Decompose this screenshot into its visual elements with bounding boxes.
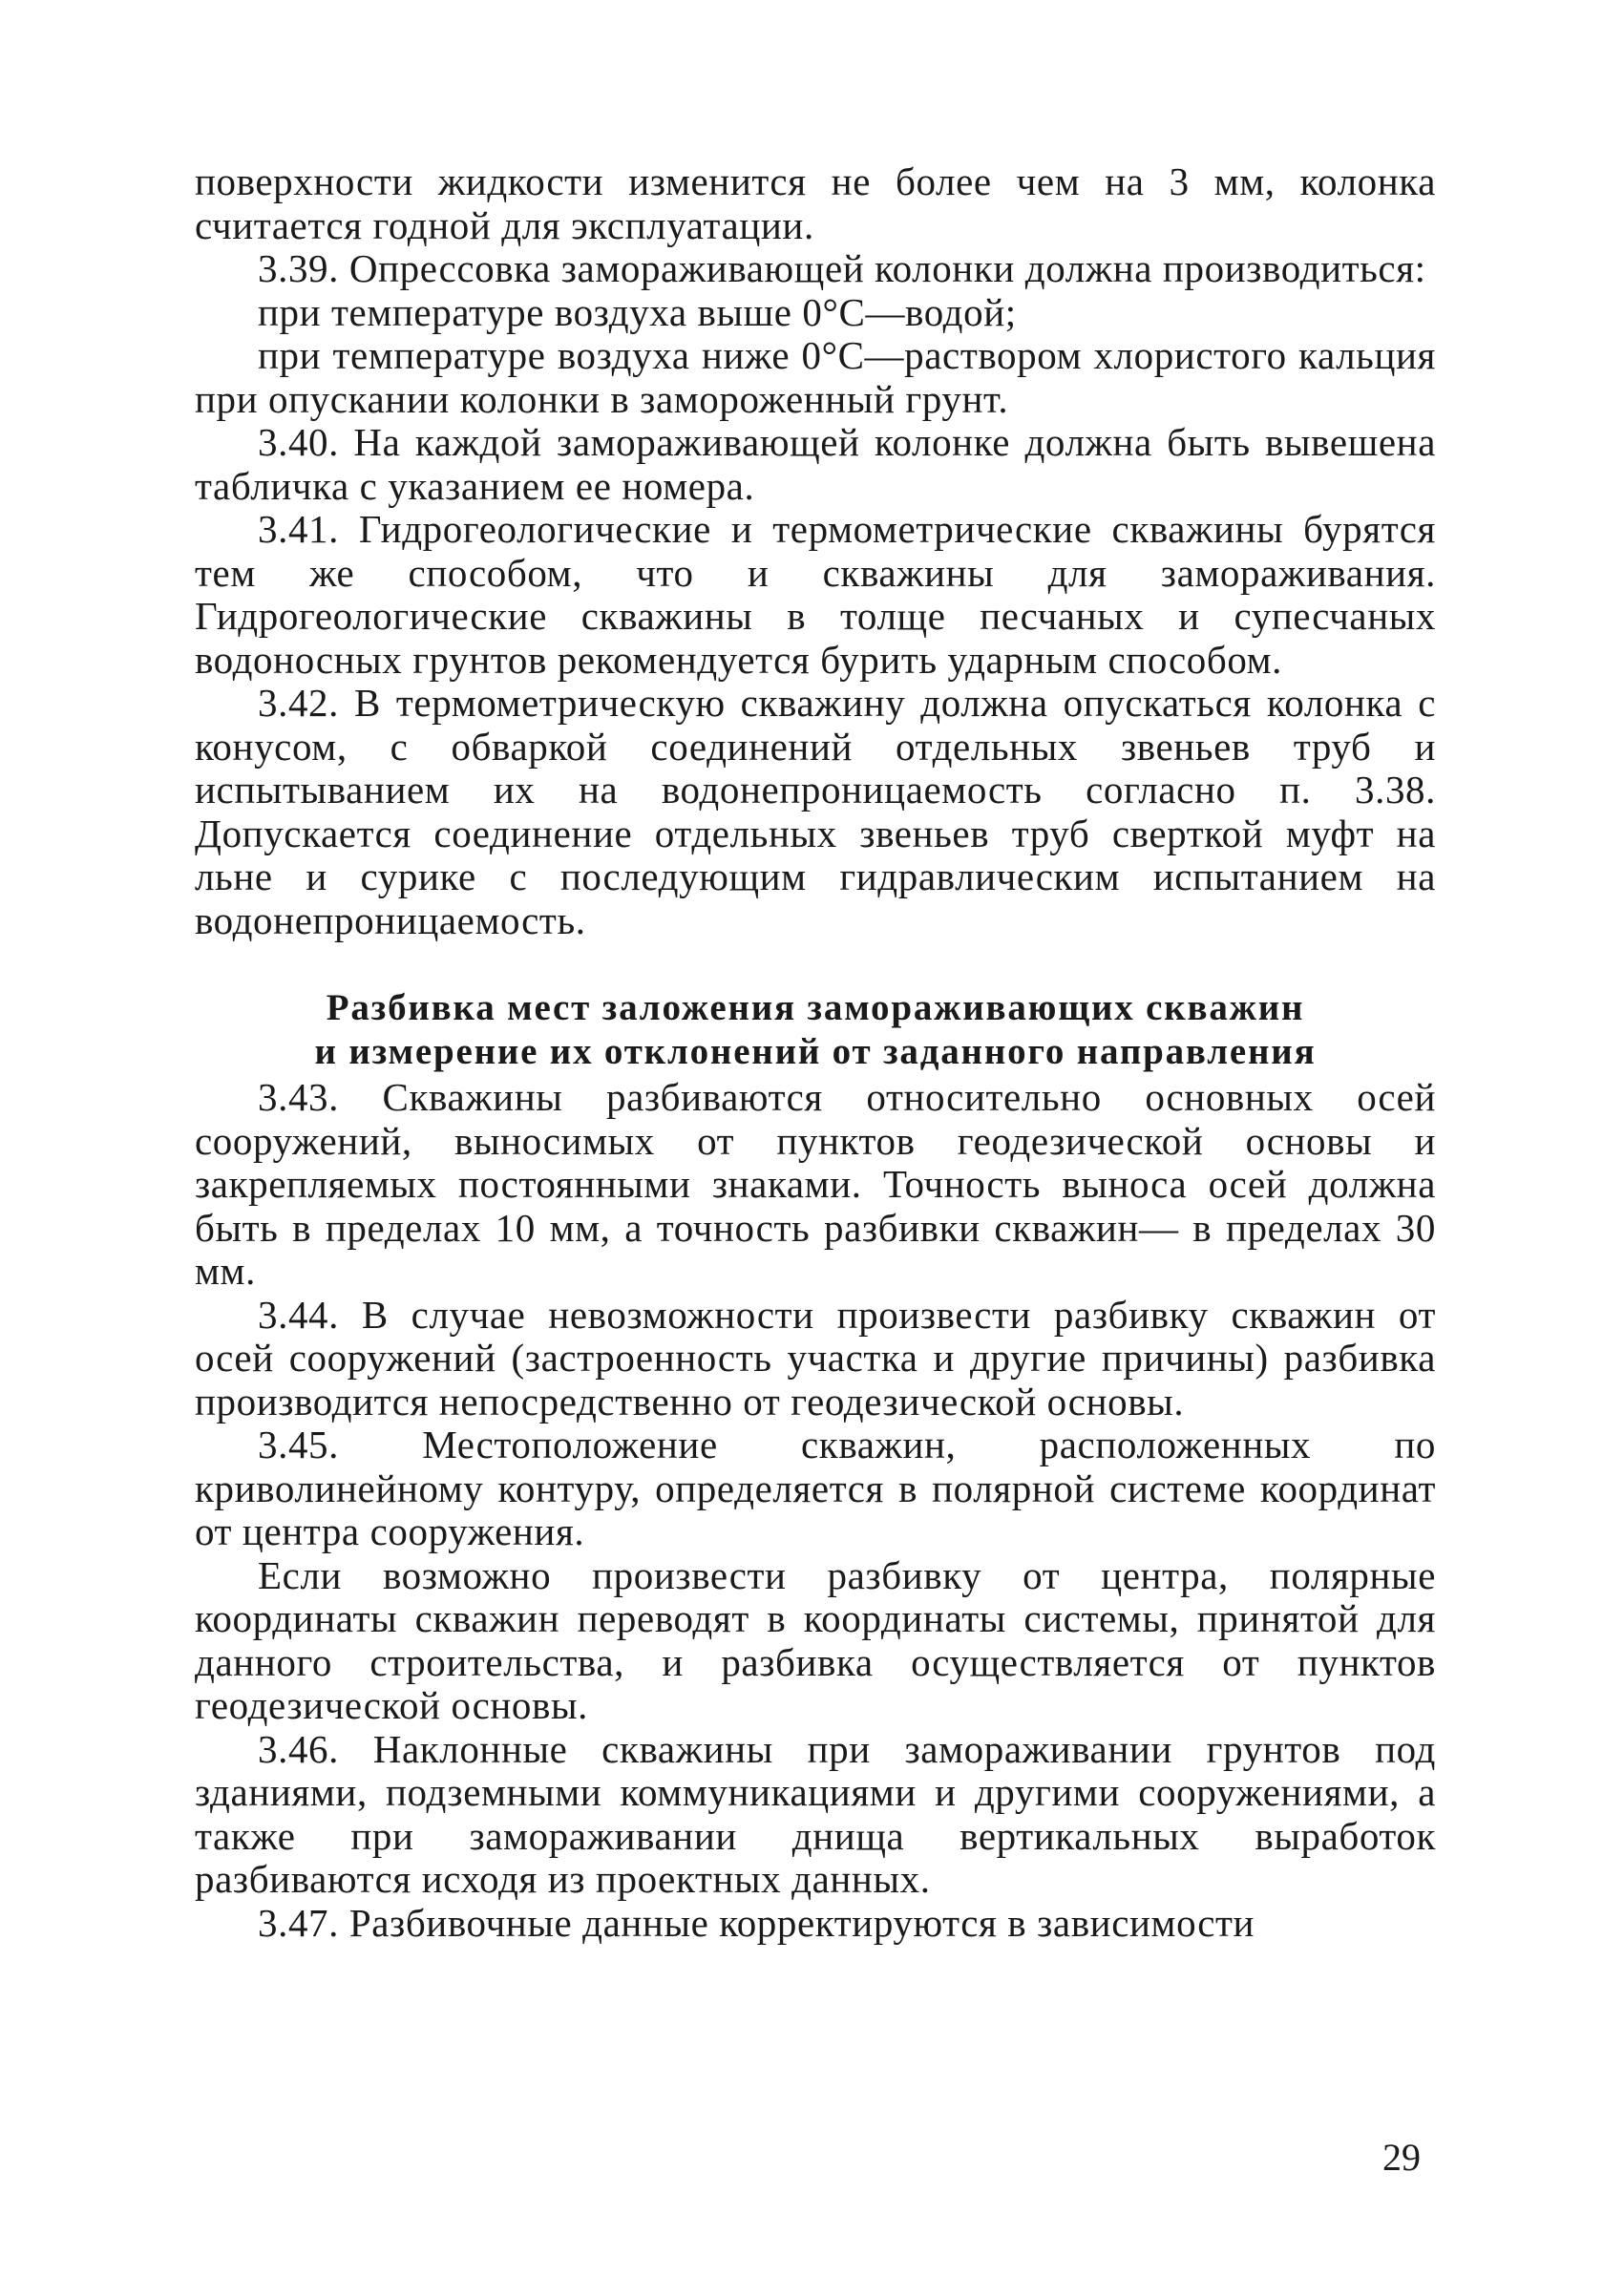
section-heading: [195, 986, 1436, 1074]
page-number: 29: [1382, 2136, 1421, 2179]
paragraph-3-39-item-1: при температуре воздуха выше 0°С—водой;: [258, 289, 1017, 334]
paragraph-3-43: 3.43. Скважины разбиваются относительно основных осей сооружений, выносимых от пунктов геодезической основы и закрепляемых постоянными знаками. Точность выноса осей должна быть в пределах 10 мм, а точность разбивки скважин— в пределах 30 мм.: [195, 1075, 1436, 1293]
paragraph-3-39-item-2: при температуре воздуха ниже 0°С—раствором хлористого кальция при опускании колонки в замороженный грунт.: [195, 333, 1436, 421]
paragraph-3-45-continued: Если возможно произвести разбивку от центра, полярные координаты скважин переводят в координаты системы, принятой для данного строительства, и разбивка осуществляется от пунктов геодезической основы.: [195, 1552, 1436, 1727]
paragraph-3-40: 3.40. На каждой замораживающей колонке должна быть вывешена табличка с указанием ее номера.: [195, 420, 1436, 508]
paragraph-3-45: 3.45. Местоположение скважин, расположенных по криволинейному контуру, определяется в полярной системе координат от центра сооружения.: [195, 1423, 1436, 1553]
paragraph-3-41: 3.41. Гидрогеологические и термометрические скважины бурятся тем же способом, что и скважины для замораживания. Гидрогеологические скважины в толще песчаных и супесчаных водоносных грунтов рекомендуется бурить ударным способом.: [195, 507, 1436, 682]
paragraph-3-44: 3.44. В случае невозможности произвести разбивку скважин от осей сооружений (застроенность участка и другие причины) разбивка производится непосредственно от геодезической основы.: [195, 1292, 1436, 1424]
paragraph-3-42: 3.42. В термометрическую скважину должна опускаться колонка с конусом, с обваркой соединений отдельных звеньев труб и испытыванием их на водонепроницаемость согласно п. 3.38. Допускается соединение отдельных звеньев труб сверткой муфт на льне и сурике с последующим гидравлическим испытанием на водонепроницаемость.: [195, 681, 1436, 942]
paragraph-3-47: 3.47. Разбивочные данные корректируются в зависимости: [258, 1900, 1255, 1945]
paragraph-continuation: поверхности жидкости изменится не более чем на 3 мм, колонка считается годной для эксплуатации.: [195, 159, 1436, 247]
section-heading-line-2: и измерение их отклонений от заданного направления: [314, 1031, 1317, 1072]
section-heading-line-1: Разбивка мест заложения замораживающих скважин: [326, 987, 1305, 1028]
body-text: [195, 160, 1436, 1945]
paragraph-3-46: 3.46. Наклонные скважины при замораживании грунтов под зданиями, подземными коммуникациями и другими сооружениями, а также при замораживании днища вертикальных выработок разбиваются исходя из проектных данных.: [195, 1726, 1436, 1901]
paragraph-3-39: 3.39. Опрессовка замораживающей колонки должна производиться:: [258, 246, 1426, 290]
